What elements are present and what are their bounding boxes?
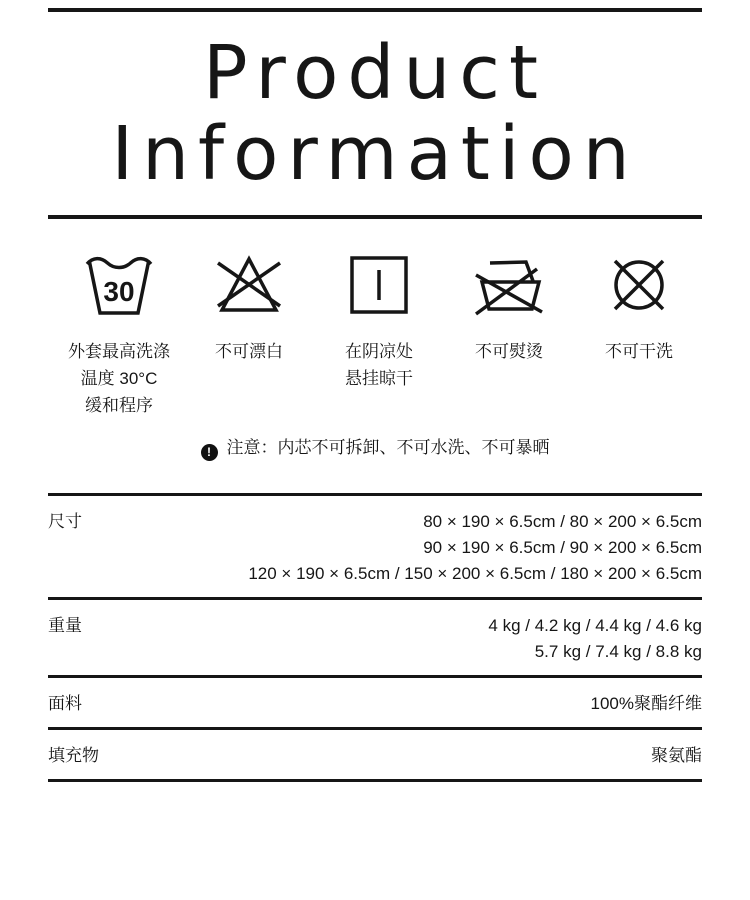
title-divider-bottom (48, 215, 702, 219)
do-not-dry-clean-icon (607, 254, 671, 316)
page-title-line-2: Information (111, 111, 639, 197)
care-item-no-iron (444, 254, 574, 419)
hang-dry-in-shade-icon (348, 254, 410, 316)
care-item-shade-dry (314, 254, 444, 419)
care-label-no-dry-clean: 不可干洗 (605, 342, 673, 361)
exclamation-circle-icon: ! (201, 444, 218, 461)
care-label-wash: 外套最高洗涤 温度 30°C 缓和程序 (68, 342, 170, 415)
care-item-wash-30 (54, 254, 184, 419)
do-not-iron-icon (475, 254, 543, 316)
spec-values-weight: 4 kg / 4.2 kg / 4.4 kg / 4.6 kg 5.7 kg / 7.4 kg / 8.8 kg (488, 616, 702, 661)
wash-30-icon (85, 254, 153, 316)
spec-label-filling: 填充物 (48, 746, 99, 765)
spec-label-fabric: 面料 (48, 694, 82, 713)
spec-row-weight (48, 600, 702, 678)
spec-row-size (48, 496, 702, 600)
spec-values-filling: 聚氨酯 (651, 746, 702, 765)
spec-label-weight: 重量 (48, 616, 82, 635)
spec-label-size: 尺寸 (48, 512, 82, 531)
spec-row-fabric (48, 678, 702, 730)
spec-row-filling (48, 730, 702, 782)
care-item-no-dry-clean (574, 254, 704, 419)
page-title (0, 30, 750, 197)
title-divider-top (48, 8, 702, 12)
care-item-no-bleach (184, 254, 314, 419)
do-not-bleach-icon (217, 254, 281, 316)
care-label-no-iron: 不可熨烫 (475, 342, 543, 361)
page-title-line-1: Product (203, 30, 547, 116)
svg-text:30: 30 (103, 276, 135, 307)
care-label-no-bleach: 不可漂白 (215, 342, 283, 361)
care-symbols-row (54, 254, 704, 419)
spec-values-fabric: 100%聚酯纤维 (590, 694, 702, 713)
care-notice (0, 438, 750, 461)
care-label-shade-dry: 在阴凉处 悬挂晾干 (345, 342, 413, 388)
spec-values-size: 80 × 190 × 6.5cm / 80 × 200 × 6.5cm 90 × 190 × 6.5cm / 90 × 200 × 6.5cm 120 × 190 × 6.5cm / 150 × 200 × 6.5cm / 180 × 200 × 6.5cm (248, 512, 702, 583)
spec-table (48, 493, 702, 782)
care-notice-text: 注意：内芯不可拆卸、不可水洗、不可暴晒 (226, 438, 550, 457)
